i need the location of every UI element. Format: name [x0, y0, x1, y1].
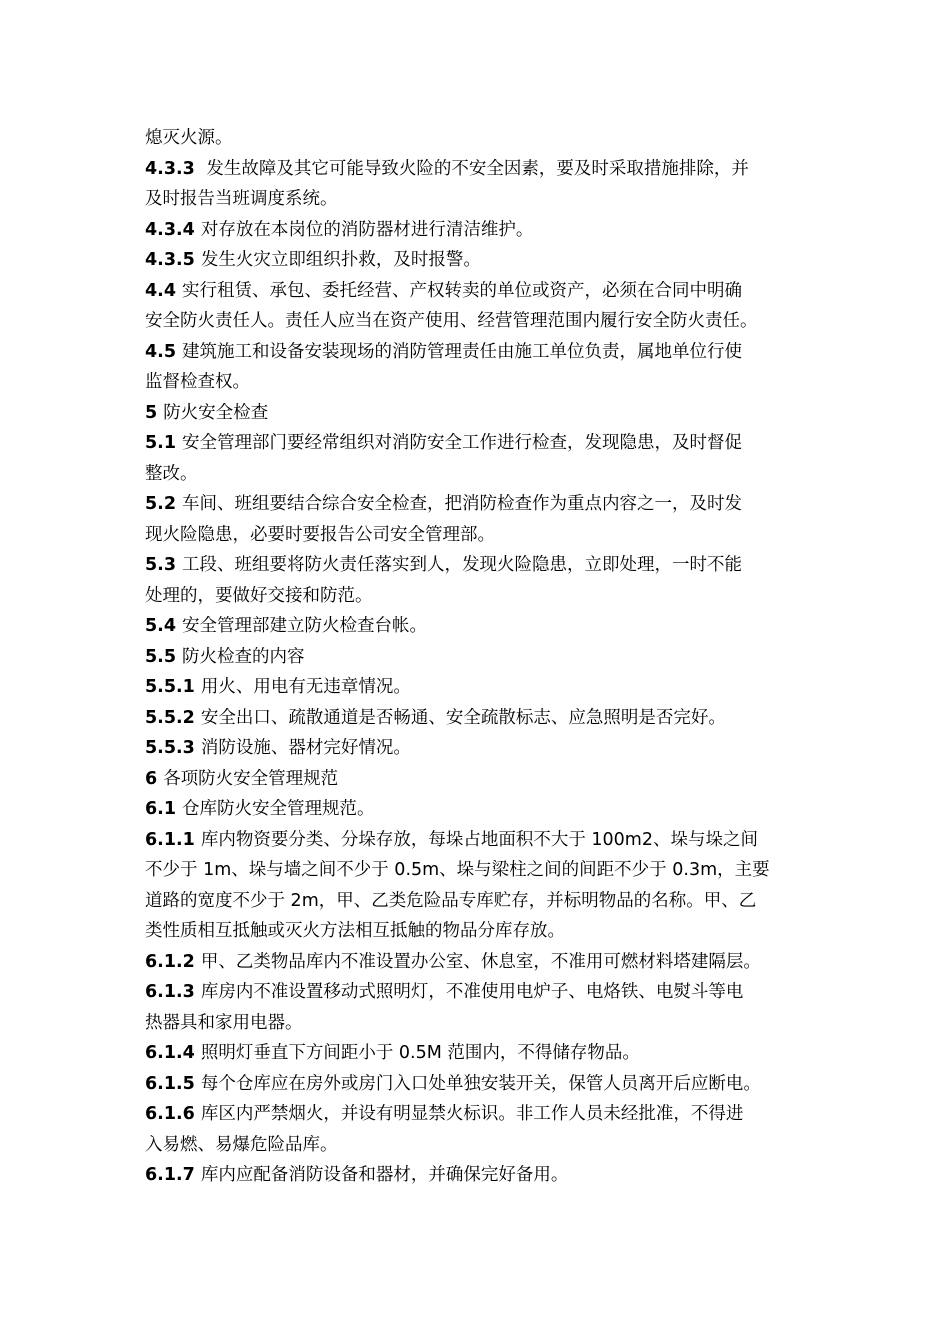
line-text: 发生故障及其它可能导致火险的不安全因素，要及时采取措施排除，并 — [200, 158, 749, 179]
line-text: 库内物资要分类、分垛存放，每垛占地面积不大于 100m2、垛与垛之间 — [200, 829, 758, 850]
section-number: 4.5 — [145, 341, 177, 362]
document-line — [145, 215, 811, 246]
document-line — [145, 1130, 811, 1161]
document-line — [145, 977, 811, 1008]
line-text: 监督检查权。 — [145, 372, 250, 392]
line-text: 现火险隐患，必要时要报告公司安全管理部。 — [145, 524, 495, 545]
line-text: 安全管理部建立防火检查台帐。 — [182, 616, 428, 636]
document-line — [145, 703, 811, 734]
line-text: 库房内不准设置移动式照明灯，不准使用电炉子、电烙铁、电熨斗等电 — [200, 982, 744, 1002]
line-text: 甲、乙类物品库内不准设置办公室、休息室，不准用可燃材料塔建隔层。 — [200, 951, 761, 972]
document-line — [145, 825, 811, 856]
document-line — [145, 123, 811, 154]
line-text: 库内应配备消防设备和器材，并确保完好备用。 — [200, 1165, 569, 1185]
document-line — [145, 642, 811, 673]
section-number: 4.3.3 — [145, 158, 195, 179]
section-number: 4.3.5 — [145, 250, 195, 270]
document-line — [145, 520, 811, 551]
section-number: 6.1.4 — [145, 1043, 195, 1063]
document-line — [145, 916, 811, 947]
line-text: 安全出口、疏散通道是否畅通、安全疏散标志、应急照明是否完好。 — [200, 707, 726, 728]
document-line — [145, 428, 811, 459]
document-line — [145, 550, 811, 581]
document-line — [145, 154, 811, 185]
line-text: 消防设施、器材完好情况。 — [200, 738, 411, 758]
document-line — [145, 1160, 811, 1191]
line-text: 类性质相互抵触或灭火方法相互抵触的物品分库存放。 — [145, 921, 565, 941]
line-text: 热器具和家用电器。 — [145, 1012, 303, 1033]
line-text: 对存放在本岗位的消防器材进行清洁维护。 — [200, 219, 534, 240]
line-text: 仓库防火安全管理规范。 — [182, 799, 375, 819]
document-line — [145, 367, 811, 398]
document-line — [145, 337, 811, 368]
line-text: 道路的宽度不少于 2m，甲、乙类危险品专库贮存，并标明物品的名称。甲、乙 — [145, 890, 757, 911]
section-number: 5 — [145, 402, 158, 423]
section-number: 4.4 — [145, 280, 177, 301]
document-line — [145, 947, 811, 978]
document-line — [145, 855, 811, 886]
document-line — [145, 672, 811, 703]
section-number: 6.1.5 — [145, 1073, 195, 1094]
document-line — [145, 886, 811, 917]
document-line — [145, 794, 811, 825]
document-line — [145, 581, 811, 612]
line-text: 整改。 — [145, 463, 198, 484]
line-text: 建筑施工和设备安装现场的消防管理责任由施工单位负责，属地单位行使 — [182, 341, 743, 362]
section-number: 6.1 — [145, 799, 177, 819]
line-text: 处理的，要做好交接和防范。 — [145, 585, 373, 606]
section-number: 5.4 — [145, 616, 177, 636]
section-number: 6.1.6 — [145, 1104, 195, 1124]
section-number: 5.5.1 — [145, 677, 195, 697]
document-line — [145, 245, 811, 276]
line-text: 实行租赁、承包、委托经营、产权转卖的单位或资产，必须在合同中明确 — [182, 280, 743, 301]
line-text: 发生火灾立即组织扑救，及时报警。 — [200, 250, 481, 270]
line-text: 用火、用电有无违章情况。 — [200, 677, 411, 697]
document-line — [145, 306, 811, 337]
document-line — [145, 1099, 811, 1130]
document-line — [145, 459, 811, 490]
line-text: 安全管理部门要经常组织对消防安全工作进行检查，发现隐患，及时督促 — [182, 433, 743, 453]
section-number: 5.5.3 — [145, 738, 195, 758]
document-line — [145, 764, 811, 795]
section-number: 5.3 — [145, 555, 177, 575]
line-text: 工段、班组要将防火责任落实到人，发现火险隐患，立即处理，一时不能 — [182, 555, 743, 575]
document-line — [145, 489, 811, 520]
line-text: 照明灯垂直下方间距小于 0.5M 范围内，不得储存物品。 — [200, 1043, 640, 1063]
section-number: 5.5.2 — [145, 707, 195, 728]
line-text: 车间、班组要结合综合安全检查，把消防检查作为重点内容之一，及时发 — [182, 494, 743, 514]
document-line — [145, 733, 811, 764]
section-number: 4.3.4 — [145, 219, 195, 240]
section-number: 6.1.2 — [145, 951, 195, 972]
document-line — [145, 611, 811, 642]
line-text: 防火检查的内容 — [182, 646, 305, 667]
section-number: 6.1.1 — [145, 829, 195, 850]
section-number: 6 — [145, 768, 158, 789]
section-number: 5.1 — [145, 433, 177, 453]
document-line — [145, 184, 811, 215]
line-text: 每个仓库应在房外或房门入口处单独安装开关，保管人员离开后应断电。 — [200, 1073, 761, 1094]
line-text: 防火安全检查 — [163, 402, 269, 423]
line-text: 及时报告当班调度系统。 — [145, 189, 338, 209]
section-number: 5.5 — [145, 646, 177, 667]
line-text: 不少于 1m、垛与墙之间不少于 0.5m、垛与梁柱之间的间距不少于 0.3m，主要 — [145, 860, 770, 880]
document-body — [145, 123, 811, 1191]
document-line — [145, 276, 811, 307]
line-text: 各项防火安全管理规范 — [163, 768, 339, 789]
document-line — [145, 1069, 811, 1100]
section-number: 6.1.7 — [145, 1165, 195, 1185]
document-line — [145, 1008, 811, 1039]
document-line — [145, 1038, 811, 1069]
section-number: 6.1.3 — [145, 982, 195, 1002]
section-number: 5.2 — [145, 494, 177, 514]
line-text: 入易燃、易爆危险品库。 — [145, 1134, 338, 1155]
line-text: 库区内严禁烟火，并设有明显禁火标识。非工作人员未经批准，不得进 — [200, 1104, 744, 1124]
line-text: 熄灭火源。 — [145, 128, 233, 148]
document-line — [145, 398, 811, 429]
line-text: 安全防火责任人。责任人应当在资产使用、经营管理范围内履行安全防火责任。 — [145, 311, 758, 331]
